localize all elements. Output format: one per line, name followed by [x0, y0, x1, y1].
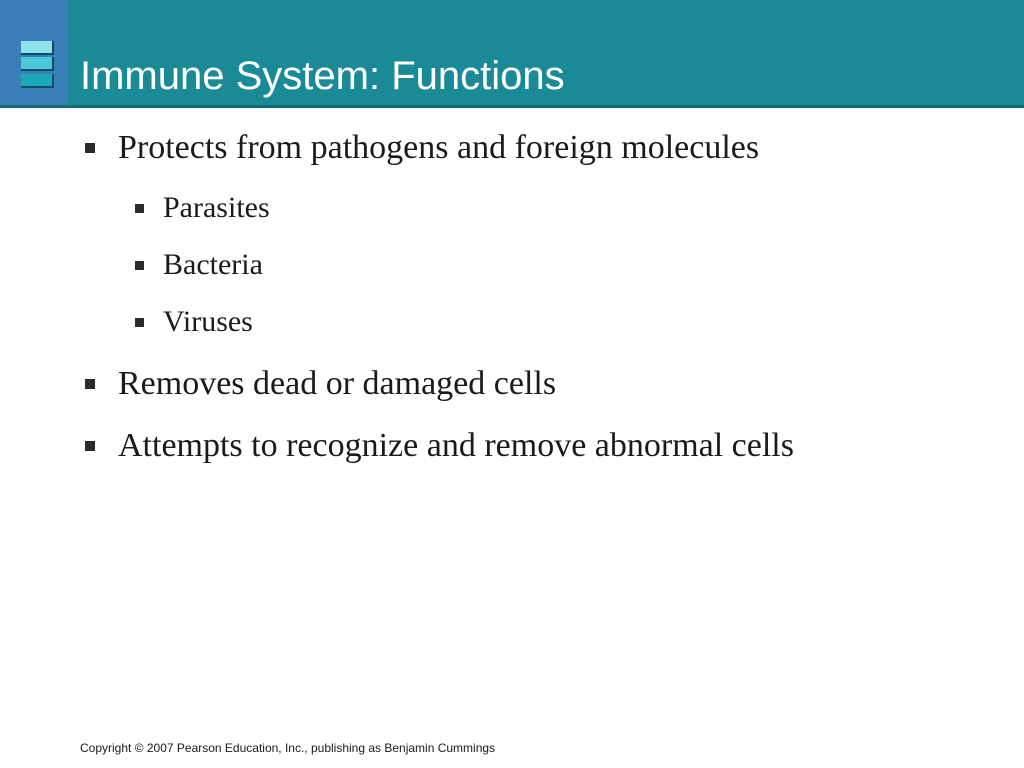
bullet-item	[81, 426, 794, 466]
sub-bullet-text: Parasites	[163, 191, 270, 224]
square-bullet-icon	[135, 261, 144, 270]
square-bullet-icon	[135, 318, 144, 327]
sub-bullet-text: Bacteria	[163, 248, 263, 281]
copyright-footer: Copyright © 2007 Pearson Education, Inc., publishing as Benjamin Cummings	[80, 741, 496, 755]
slide-title: Immune System: Functions	[80, 54, 565, 98]
sub-bullet-item	[131, 304, 253, 340]
square-bullet-icon	[85, 143, 95, 153]
bullet-item	[81, 128, 759, 168]
square-bullet-icon	[85, 441, 95, 451]
square-bullet-icon	[85, 379, 95, 389]
sub-bullet-item	[131, 190, 270, 226]
bullet-item	[81, 364, 556, 404]
bullet-text: Removes dead or damaged cells	[118, 365, 557, 402]
bullet-text: Attempts to recognize and remove abnormal cells	[118, 427, 794, 464]
bullet-text: Protects from pathogens and foreign molecules	[118, 129, 760, 166]
sub-bullet-item	[131, 247, 263, 283]
square-bullet-icon	[135, 204, 144, 213]
sub-bullet-text: Viruses	[163, 305, 253, 338]
